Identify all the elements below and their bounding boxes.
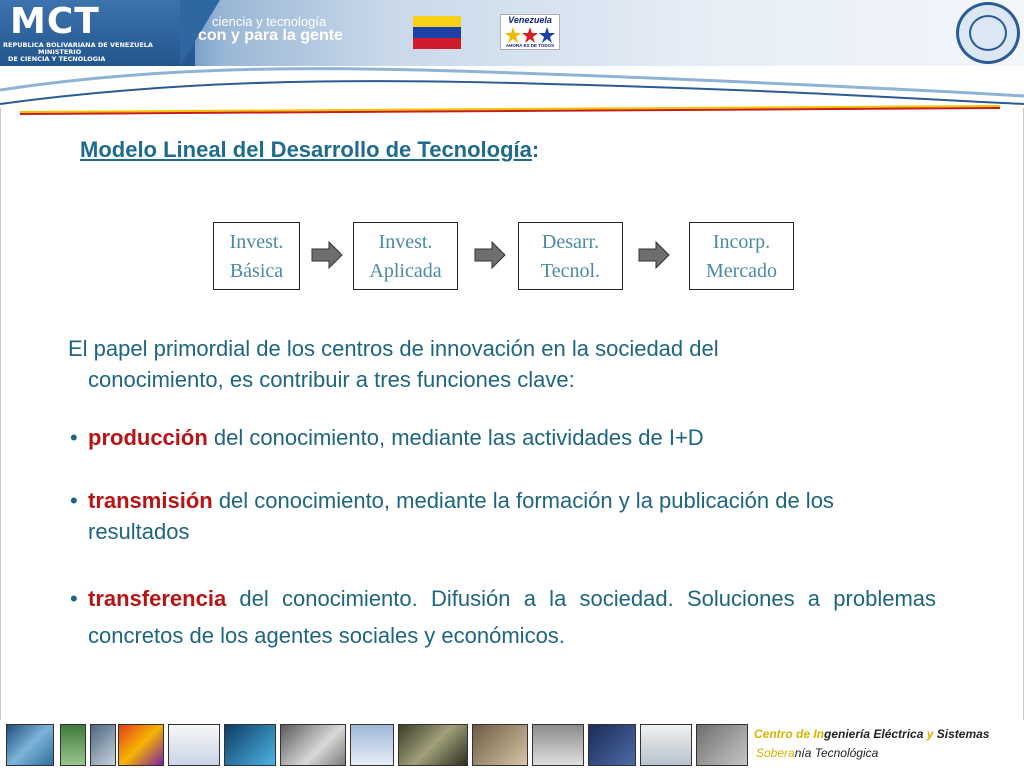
intro-paragraph — [68, 333, 948, 395]
fundacion-seal-icon — [956, 2, 1020, 64]
slide-title-colon: : — [531, 137, 540, 162]
logo-line-2: MINISTERIO — [38, 48, 82, 56]
bullet-text: del conocimiento, mediante la formación y la publicación de los resultados — [88, 488, 834, 544]
photo-thumbnail — [168, 724, 220, 766]
venezuela-logo-sub: AHORA ES DE TODOS — [505, 43, 555, 48]
photo-thumbnail — [350, 724, 394, 766]
flow-step-line1: Desarr. — [541, 231, 600, 253]
flow-step-invest-basica — [213, 222, 300, 290]
bullet-dot: • — [70, 488, 78, 513]
photo-thumbnail — [588, 724, 636, 766]
mct-logo: MCT — [10, 1, 100, 42]
flow-step-incorp-mercado — [689, 222, 794, 290]
slogan-main: con y para la gente — [198, 27, 343, 44]
bullet-transmision — [70, 485, 940, 547]
bullet-produccion — [70, 425, 704, 451]
arrow-right-icon — [311, 241, 343, 269]
venezuela-ahora-logo — [500, 14, 560, 50]
footer-sub-part: nía Tecnológica — [794, 746, 879, 760]
slide-title — [80, 137, 539, 163]
intro-line-2: conocimiento, es contribuir a tres funciones clave: — [88, 367, 575, 392]
footer-subtitle — [756, 746, 878, 760]
bullet-dot: • — [70, 586, 78, 611]
footer-title-part: Centro de In — [754, 727, 825, 741]
photo-thumbnail — [6, 724, 54, 766]
photo-thumbnail — [280, 724, 346, 766]
arrow-right-icon — [638, 241, 670, 269]
footer-sub-part: Sobera — [756, 746, 795, 760]
photo-thumbnail — [224, 724, 276, 766]
bullet-keyword: producción — [88, 425, 208, 450]
photo-thumbnail — [118, 724, 164, 766]
flow-step-desarr-tecnol — [518, 222, 623, 290]
flow-step-line1: Incorp. — [712, 231, 771, 253]
footer-center-title — [754, 727, 989, 741]
photo-thumbnail — [90, 724, 116, 766]
photo-thumbnail — [472, 724, 528, 766]
slide-title-text: Modelo Lineal del Desarrollo de Tecnología — [80, 137, 532, 162]
bullet-keyword: transferencia — [88, 586, 227, 611]
photo-thumbnail — [532, 724, 584, 766]
footer-title-part: y — [926, 727, 934, 741]
logo-line-1: REPUBLICA BOLIVARIANA DE VENEZUELA — [3, 41, 153, 49]
flow-step-line2: Mercado — [705, 260, 778, 282]
flow-step-line2: Aplicada — [369, 260, 442, 282]
photo-thumbnail — [696, 724, 748, 766]
bullet-dot: • — [70, 425, 78, 450]
venezuela-logo-title: Venezuela — [508, 15, 552, 25]
bullet-transferencia — [70, 580, 936, 654]
photo-thumbnail — [60, 724, 86, 766]
intro-line-1: El papel primordial de los centros de innovación en la sociedad del — [68, 336, 719, 361]
logo-line-3: DE CIENCIA Y TECNOLOGIA — [8, 55, 106, 63]
flow-step-line2: Tecnol. — [540, 260, 601, 282]
bullet-text: del conocimiento, mediante las actividades de I+D — [207, 425, 704, 450]
photo-thumbnail — [640, 724, 692, 766]
slogan-top: ciencia y tecnología — [212, 14, 327, 29]
photo-thumbnail — [398, 724, 468, 766]
footer-title-part: geniería Eléctrica — [824, 727, 927, 741]
arrow-right-icon — [474, 241, 506, 269]
bullet-keyword: transmisión — [88, 488, 213, 513]
footer-title-part: Sistemas — [933, 727, 990, 741]
venezuela-flag-icon — [413, 16, 461, 49]
flow-step-line1: Invest. — [229, 231, 284, 253]
flow-step-line2: Básica — [229, 260, 284, 282]
flow-step-line1: Invest. — [378, 231, 433, 253]
header-banner — [0, 0, 1024, 66]
bullet-text: del conocimiento. Difusión a la sociedad. Soluciones a problemas concretos de los agentes sociales y económicos. — [88, 586, 936, 648]
flow-step-invest-aplicada — [353, 222, 458, 290]
